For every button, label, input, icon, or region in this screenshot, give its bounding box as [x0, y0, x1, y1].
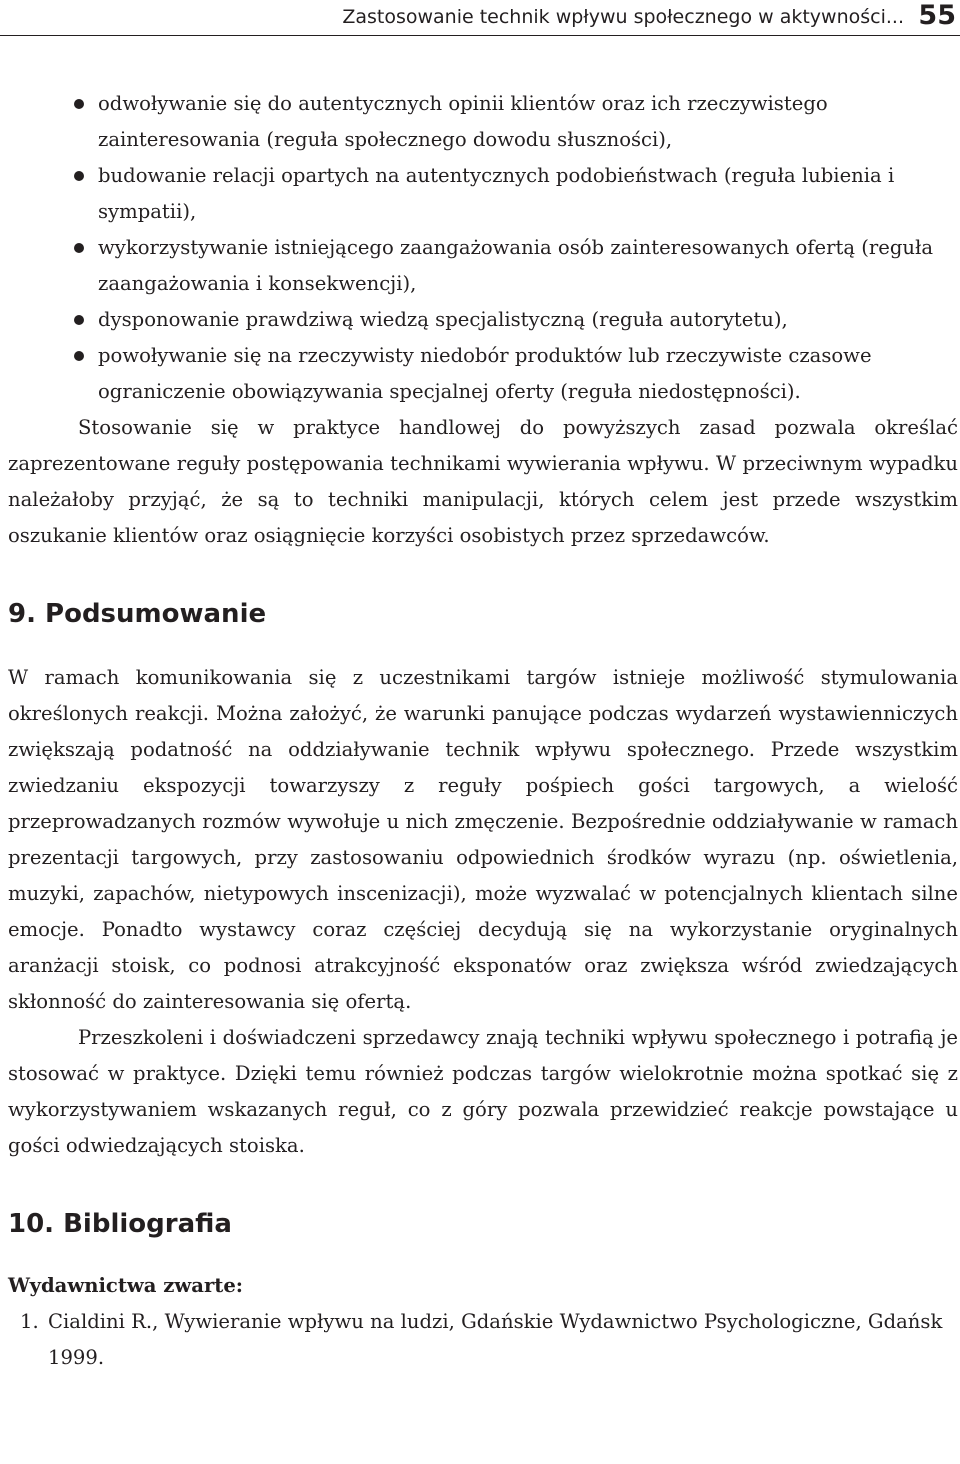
bullet-icon: [74, 315, 84, 325]
bullet-icon: [74, 171, 84, 181]
bullet-icon: [74, 99, 84, 109]
running-title: Zastosowanie technik wpływu społecznego w aktywności...: [342, 6, 904, 28]
list-item: [8, 338, 958, 410]
section-heading: 9. Podsumowanie: [8, 599, 267, 629]
list-item-text: wykorzystywanie istniejącego zaangażowania osób zainteresowanych ofertą (reguła zaangażowania i konsekwencji),: [98, 236, 934, 295]
bibliography-subheading: Wydawnictwa zwarte:: [8, 1274, 244, 1297]
paragraph: W ramach komunikowania się z uczestnikami targów istnieje możliwość stymulowania określonych reakcji. Można założyć, że warunki panujące podczas wydarzeń wystawienniczych zwiększają podatność na oddziaływanie technik wpływu społecznego. Przede wszystkim zwiedzaniu ekspozycji towarzyszy z reguły pośpiech gości targowych, a wielość przeprowadzanych rozmów wywołuje u nich zmęczenie. Bezpośrednie oddziaływanie w ramach prezentacji targowych, przy zastosowaniu odpowiednich środków wyrazu (np. oświetlenia, muzyki, zapachów, nietypowych inscenizacji), może wyzwalać w potencjalnych klientach silne emocje. Ponadto wystawcy coraz częściej decydują się na wykorzystanie oryginalnych aranżacji stoisk, co podnosi atrakcyjność eksponatów oraz zwiększa wśród zwiedzających skłonność do zainteresowania się ofertą.: [8, 666, 958, 1013]
bullet-icon: [74, 243, 84, 253]
list-item: [8, 302, 958, 338]
bullet-icon: [74, 351, 84, 361]
list-item-text: budowanie relacji opartych na autentycznych podobieństwach (reguła lubienia i sympatii),: [98, 164, 895, 223]
list-item-text: odwoływanie się do autentycznych opinii klientów oraz ich rzeczywistego zainteresowania (reguła społecznego dowodu słuszności),: [98, 92, 828, 151]
running-header: [0, 0, 960, 36]
bibliography-item-number: 1.: [20, 1310, 39, 1333]
page-number: 55: [918, 0, 956, 31]
section-heading: 10. Bibliografia: [8, 1209, 232, 1239]
bibliography-item: [8, 1304, 958, 1376]
list-item-text: powoływanie się na rzeczywisty niedobór produktów lub rzeczywiste czasowe ograniczenie obowiązywania specjalnej oferty (reguła niedostępności).: [98, 344, 872, 403]
list-item: [8, 230, 958, 302]
bullet-list: [8, 86, 958, 410]
list-item-text: dysponowanie prawdziwą wiedzą specjalistyczną (reguła autorytetu),: [98, 308, 788, 331]
list-item: [8, 86, 958, 158]
paragraph: Przeszkoleni i doświadczeni sprzedawcy znają techniki wpływu społecznego i potrafią je stosować w praktyce. Dzięki temu również podczas targów wielokrotnie można spotkać się z wykorzystywaniem wskazanych reguł, co z góry pozwala przewidzieć reakcje powstające u gości odwiedzających stoiska.: [8, 1026, 958, 1157]
bibliography-item-text: Cialdini R., Wywieranie wpływu na ludzi, Gdańskie Wydawnictwo Psychologiczne, Gdańsk 1999.: [48, 1310, 943, 1369]
page-content: [8, 86, 958, 1376]
list-item: [8, 158, 958, 230]
bibliography-list: [8, 1304, 958, 1376]
paragraph: Stosowanie się w praktyce handlowej do powyższych zasad pozwala określać zaprezentowane reguły postępowania technikami wywierania wpływu. W przeciwnym wypadku należałoby przyjąć, że są to techniki manipulacji, których celem jest przede wszystkim oszukanie klientów oraz osiągnięcie korzyści osobistych przez sprzedawców.: [8, 416, 958, 547]
